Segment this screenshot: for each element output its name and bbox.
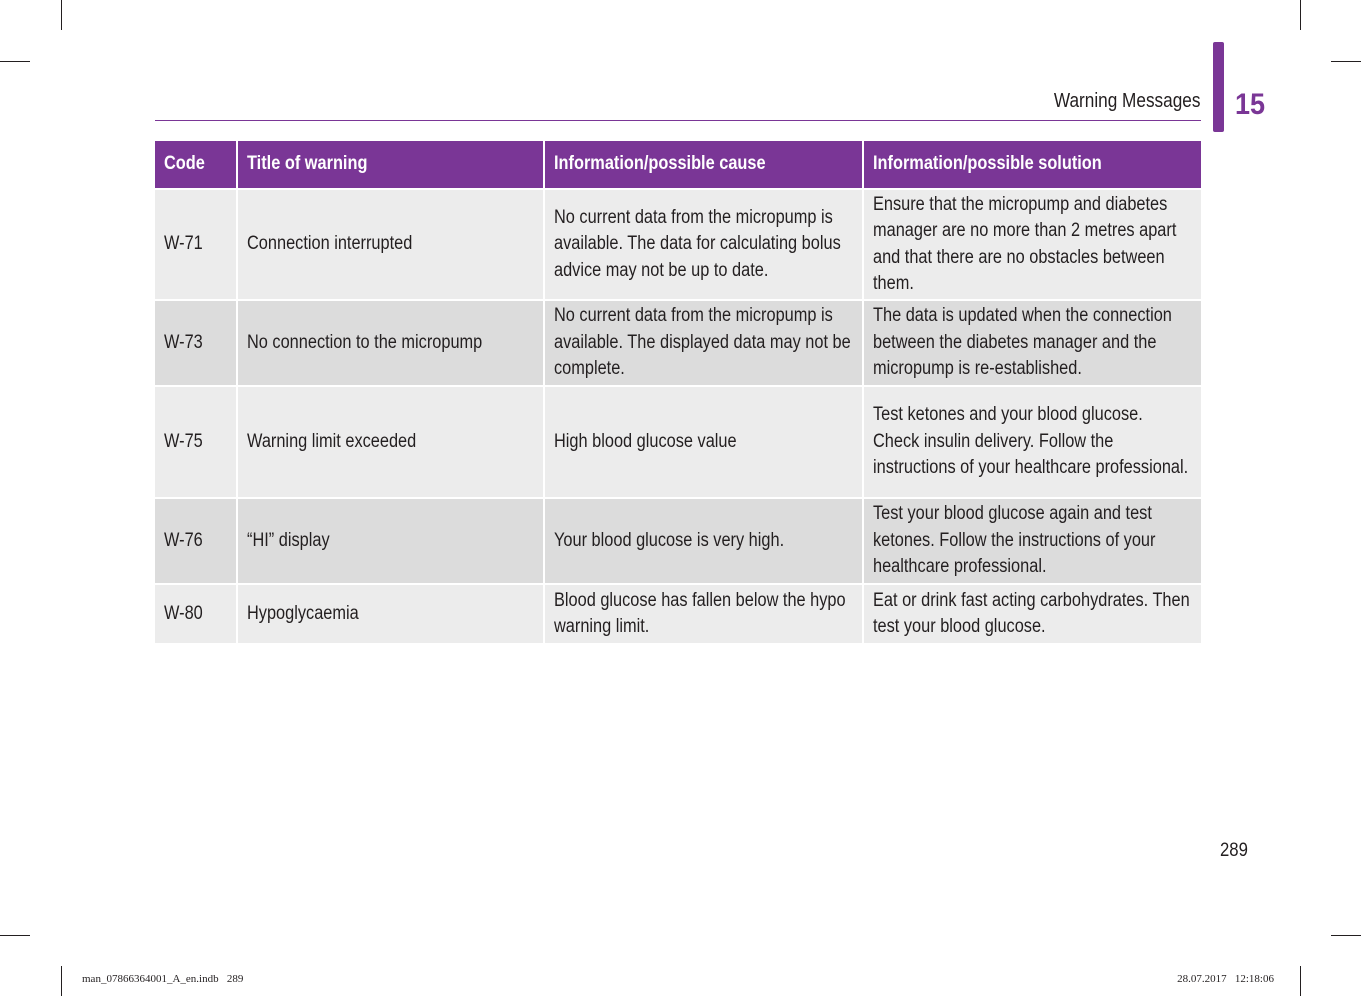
crop-mark-top-right-vertical — [1300, 0, 1301, 30]
table-row — [155, 190, 1201, 301]
column-header-title: Title of warning — [238, 141, 545, 190]
table-row — [155, 387, 1201, 499]
warning-code: W-71 — [155, 190, 238, 301]
table-row — [155, 301, 1201, 387]
warning-cause: Blood glucose has fallen below the hypo warning limit. — [545, 585, 864, 643]
warning-title: Hypoglycaemia — [238, 585, 545, 643]
chapter-number: 15 — [1235, 88, 1266, 121]
warning-cause: Your blood glucose is very high. — [545, 499, 864, 585]
crop-mark-top-left-vertical — [61, 0, 62, 30]
header-rule — [155, 120, 1201, 121]
print-slug-timestamp: 28.07.2017 12:18:06 — [1177, 973, 1274, 985]
crop-mark-bottom-right-horizontal — [1331, 935, 1361, 936]
crop-mark-bottom-right-vertical — [1300, 966, 1301, 996]
warning-code: W-73 — [155, 301, 238, 387]
crop-mark-bottom-left-horizontal — [0, 935, 30, 936]
section-title: Warning Messages — [1053, 90, 1200, 112]
chapter-tab-bar — [1213, 42, 1224, 132]
print-slug-file: man_07866364001_A_en.indb 289 — [82, 973, 244, 985]
warning-cause: No current data from the micropump is available. The data for calculating bolus advice may not be up to date. — [545, 190, 864, 301]
crop-mark-top-left-horizontal — [0, 61, 30, 62]
crop-mark-bottom-left-vertical — [61, 966, 62, 996]
warning-solution: Test your blood glucose again and test ketones. Follow the instructions of your healthcare professional. — [864, 499, 1201, 585]
warning-title: No connection to the micropump — [238, 301, 545, 387]
warning-cause: High blood glucose value — [545, 387, 864, 499]
page-number: 289 — [1220, 840, 1248, 861]
warning-code: W-80 — [155, 585, 238, 643]
column-header-code: Code — [155, 141, 238, 190]
table-header-row — [155, 141, 1201, 190]
warning-title: Warning limit exceeded — [238, 387, 545, 499]
warning-code: W-76 — [155, 499, 238, 585]
warning-solution: Test ketones and your blood glucose. Check insulin delivery. Follow the instructions of your healthcare professional. — [864, 387, 1201, 499]
crop-mark-top-right-horizontal — [1331, 61, 1361, 62]
warning-solution: Ensure that the micropump and diabetes manager are no more than 2 metres apart and that there are no obstacles between them. — [864, 190, 1201, 301]
warning-title: Connection interrupted — [238, 190, 545, 301]
column-header-cause: Information/possible cause — [545, 141, 864, 190]
warning-code: W-75 — [155, 387, 238, 499]
column-header-solution: Information/possible solution — [864, 141, 1201, 190]
warning-messages-table — [155, 141, 1201, 643]
table-row — [155, 499, 1201, 585]
table-row — [155, 585, 1201, 643]
warning-solution: Eat or drink fast acting carbohydrates. Then test your blood glucose. — [864, 585, 1201, 643]
warning-cause: No current data from the micropump is available. The displayed data may not be complete. — [545, 301, 864, 387]
warning-title: “HI” display — [238, 499, 545, 585]
warning-solution: The data is updated when the connection between the diabetes manager and the micropump is re-established. — [864, 301, 1201, 387]
